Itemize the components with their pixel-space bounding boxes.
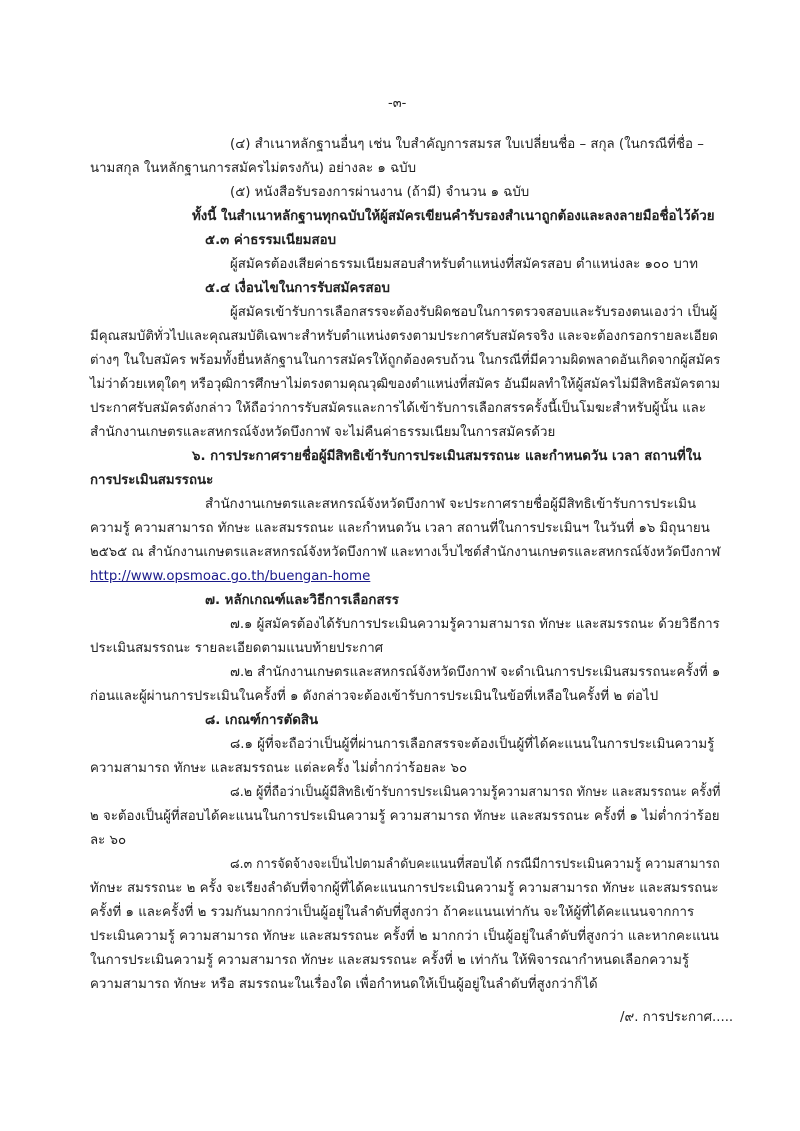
text-line: ต่างๆ ในใบสมัคร พร้อมทั้งยื่นหลักฐานในการสมัครให้ถูกต้องครบถ้วน ในกรณีที่มีความผิดพลาดอันเกิดจากผู้สมัคร: [90, 353, 721, 368]
text-line: ๒ จะต้องเป็นผู้ที่สอบได้คะแนนในการประเมินความรู้ ความสามารถ ทักษะ และสมรรถนะ ครั้งที่ ๑ ไม่ต่ำกว่าร้อย: [90, 809, 720, 824]
section-heading: ๕.๓ ค่าธรรมเนียมสอบ: [205, 233, 337, 248]
text-line: ผู้สมัครต้องเสียค่าธรรมเนียมสอบสำหรับตำแหน่งที่สมัครสอบ ตำแหน่งละ ๑๐๐ บาท: [230, 257, 699, 272]
text-line: มีคุณสมบัติทั่วไปและคุณสมบัติเฉพาะสำหรับตำแหน่งตรงตามประกาศรับสมัครจริง และจะต้องกรอกรายละเอียด: [90, 329, 719, 344]
text-line: ทักษะ สมรรถนะ ๒ ครั้ง จะเรียงลำดับที่จากผู้ที่ได้คะแนนการประเมินความรู้ ความสามารถ ทักษะ และสมรรถนะ: [90, 881, 719, 896]
text-line: ก่อนและผู้ผ่านการประเมินในครั้งที่ ๑ ดังกล่าวจะต้องเข้ารับการประเมินในข้อที่เหลือในครั้งที่ ๒ ต่อไป: [90, 689, 659, 704]
text-line: ผู้สมัครเข้ารับการเลือกสรรจะต้องรับผิดชอบในการตรวจสอบและรับรองตนเองว่า เป็นผู้: [230, 305, 718, 320]
text-line: ไม่ว่าด้วยเหตุใดๆ หรือวุฒิการศึกษาไม่ตรงตามคุณวุฒิของตำแหน่งที่สมัคร อันมีผลทำให้ผู้สมัครไม่มีสิทธิสมัครตาม: [90, 377, 721, 392]
text-line: ความสามารถ ทักษะ หรือ สมรรถนะในเรื่องใด เพื่อกำหนดให้เป็นผู้อยู่ในลำดับที่สูงกว่าก็ได้: [90, 977, 598, 992]
page-number: -๓-: [388, 96, 407, 111]
text-line: ความสามารถ ทักษะ และสมรรถนะ แต่ละครั้ง ไม่ต่ำกว่าร้อยละ ๖๐: [90, 761, 468, 776]
text-line: ความรู้ ความสามารถ ทักษะ และสมรรถนะ และกำหนดวัน เวลา สถานที่ในการประเมินฯ ในวันที่ ๑๖ มิถุนายน: [90, 521, 710, 536]
text-line: สำนักงานเกษตรและสหกรณ์จังหวัดบึงกาฬ จะไม่คืนค่าธรรมเนียมในการสมัครด้วย: [90, 425, 556, 440]
text-line: นามสกุล ในหลักฐานการสมัครไม่ตรงกัน) อย่างละ ๑ ฉบับ: [90, 161, 417, 176]
text-line: (๔) สำเนาหลักฐานอื่นๆ เช่น ใบสำคัญการสมรส ใบเปลี่ยนชื่อ – สกุล (ในกรณีที่ชื่อ –: [230, 137, 704, 152]
text-line: ๗.๑ ผู้สมัครต้องได้รับการประเมินความรู้ความสามารถ ทักษะ และสมรรถนะ ด้วยวิธีการ: [230, 617, 720, 632]
text-line: ๘.๓ การจัดจ้างจะเป็นไปตามลำดับคะแนนที่สอบได้ กรณีมีการประเมินความรู้ ความสามารถ: [230, 857, 720, 872]
section-heading: ๘. เกณฑ์การตัดสิน: [205, 713, 319, 728]
text-line: ครั้งที่ ๑ และครั้งที่ ๒ รวมกันมากกว่าเป็นผู้อยู่ในลำดับที่สูงกว่า ถ้าคะแนนเท่ากัน จะให้ผู้ที่ได้คะแนนจากการ: [90, 905, 695, 920]
website-link[interactable]: http://www.opsmoac.go.th/buengan-home: [90, 569, 371, 584]
text-line: ๘.๒ ผู้ที่ถือว่าเป็นผู้มีสิทธิเข้ารับการประเมินความรู้ความสามารถ ทักษะ และสมรรถนะ ครั้งที่: [230, 785, 721, 800]
next-page-reference: /๙. การประกาศ.....: [620, 1010, 734, 1025]
text-line: ประกาศรับสมัครดังกล่าว ให้ถือว่าการรับสมัครและการได้เข้ารับการเลือกสรรครั้งนี้เป็นโมฆะสำหรับผู้นั้น และ: [90, 401, 706, 416]
text-line: ๘.๑ ผู้ที่จะถือว่าเป็นผู้ที่ผ่านการเลือกสรรจะต้องเป็นผู้ที่ได้คะแนนในการประเมินความรู้: [230, 737, 715, 752]
section-heading: ๗. หลักเกณฑ์และวิธีการเลือกสรร: [205, 593, 399, 608]
text-line: สำนักงานเกษตรและสหกรณ์จังหวัดบึงกาฬ จะประกาศรายชื่อผู้มีสิทธิเข้ารับการประเมิน: [205, 497, 697, 512]
text-line: (๕) หนังสือรับรองการผ่านงาน (ถ้ามี) จำนวน ๑ ฉบับ: [230, 185, 530, 200]
text-line: ในการประเมินความรู้ ความสามารถ ทักษะ และสมรรถนะ ครั้งที่ ๒ เท่ากัน ให้พิจารณากำหนดเลือกความรู้: [90, 953, 689, 968]
text-line: ประเมินสมรรถนะ รายละเอียดตามแนบท้ายประกาศ: [90, 641, 384, 656]
text-line: ประเมินความรู้ ความสามารถ ทักษะ และสมรรถนะ ครั้งที่ ๒ มากกว่า เป็นผู้อยู่ในลำดับที่สูงกว่า และหากคะแนน: [90, 929, 719, 944]
text-line: ทั้งนี้ ในสำเนาหลักฐานทุกฉบับให้ผู้สมัครเขียนคำรับรองสำเนาถูกต้องและลงลายมือชื่อไว้ด้วย: [192, 209, 715, 224]
text-line: ละ ๖๐: [90, 833, 127, 848]
text-line: ๗.๒ สำนักงานเกษตรและสหกรณ์จังหวัดบึงกาฬ จะดำเนินการประเมินสมรรถนะครั้งที่ ๑: [230, 665, 721, 680]
section-heading: ๕.๔ เงื่อนไขในการรับสมัครสอบ: [205, 281, 390, 296]
section-heading: การประเมินสมรรถนะ: [90, 473, 214, 488]
section-heading: ๖. การประกาศรายชื่อผู้มีสิทธิเข้ารับการประเมินสมรรถนะ และกำหนดวัน เวลา สถานที่ใน: [192, 449, 702, 464]
text-line: ๒๕๖๕ ณ สำนักงานเกษตรและสหกรณ์จังหวัดบึงกาฬ และทางเว็บไซต์สำนักงานเกษตรและสหกรณ์จังหวัดบึงกาฬ: [90, 545, 721, 560]
